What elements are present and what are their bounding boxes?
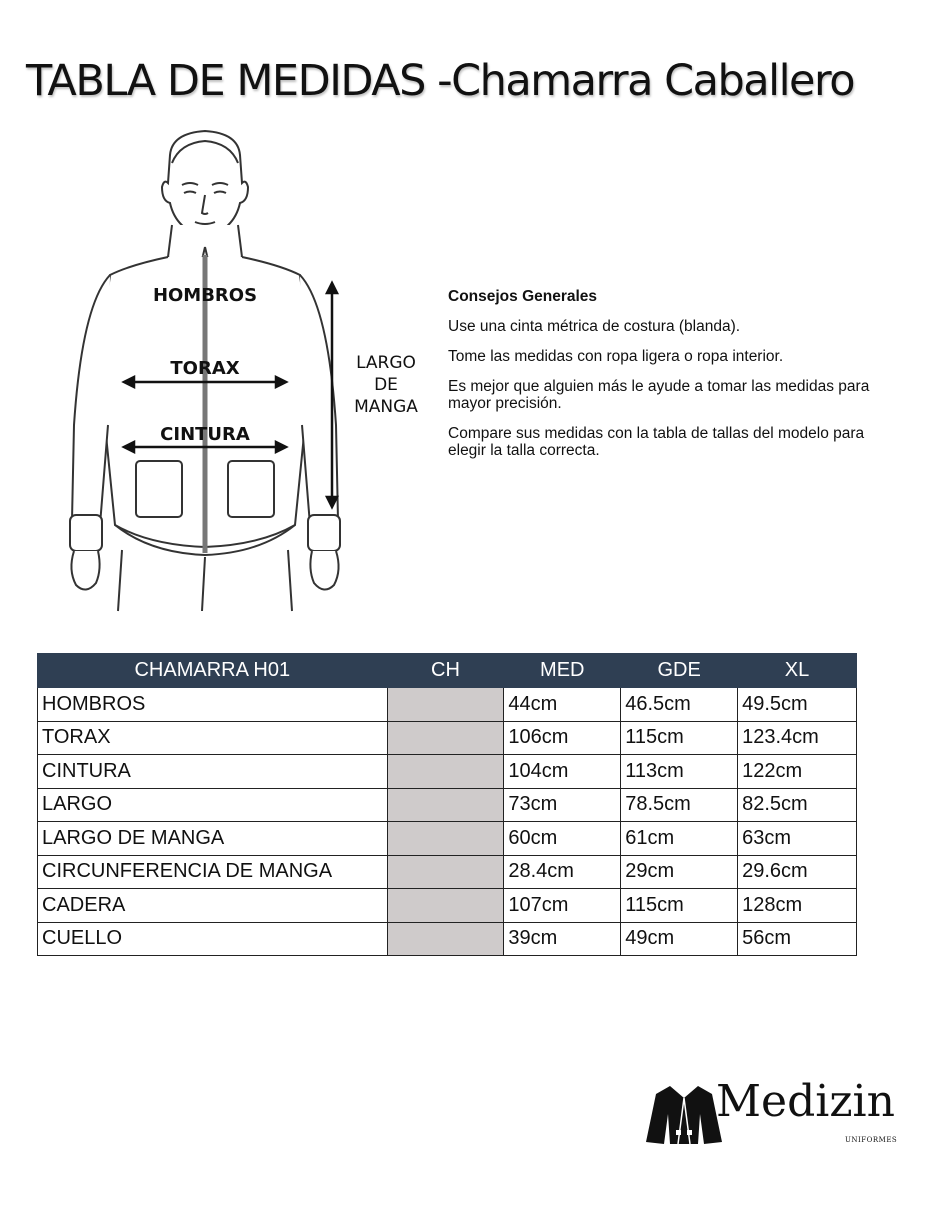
cell-gde: 46.5cm xyxy=(621,688,738,722)
table-row xyxy=(38,889,857,923)
cell-xl: 29.6cm xyxy=(738,855,857,889)
tip-item: Compare sus medidas con la tabla de tallas del modelo para elegir la talla correcta. xyxy=(448,425,865,459)
label-largo-de-manga-line-1: LARGO xyxy=(356,353,416,373)
cell-ch xyxy=(387,788,504,822)
header-size-med: MED xyxy=(504,654,621,688)
table-row xyxy=(38,755,857,789)
cell-ch xyxy=(387,922,504,956)
cell-gde: 113cm xyxy=(621,755,738,789)
cell-gde: 115cm xyxy=(621,721,738,755)
header-size-xl: XL xyxy=(738,654,857,688)
row-label: CUELLO xyxy=(38,922,388,956)
cell-med: 104cm xyxy=(504,755,621,789)
tip-item: Use una cinta métrica de costura (blanda). xyxy=(448,318,741,335)
cell-ch xyxy=(387,755,504,789)
tips-heading: Consejos Generales xyxy=(448,288,598,305)
cell-xl: 82.5cm xyxy=(738,788,857,822)
cell-med: 60cm xyxy=(504,822,621,856)
cell-gde: 61cm xyxy=(621,822,738,856)
cell-gde: 78.5cm xyxy=(621,788,738,822)
cell-ch xyxy=(387,721,504,755)
cell-ch xyxy=(387,889,504,923)
cell-xl: 128cm xyxy=(738,889,857,923)
cell-med: 107cm xyxy=(504,889,621,923)
label-largo-de-manga-line-3: MANGA xyxy=(354,397,418,417)
label-torax: TORAX xyxy=(170,358,240,379)
brand-logo xyxy=(646,1076,906,1150)
cell-ch xyxy=(387,822,504,856)
cell-ch xyxy=(387,855,504,889)
table-row xyxy=(38,721,857,755)
table-row xyxy=(38,788,857,822)
cell-gde: 29cm xyxy=(621,855,738,889)
general-tips xyxy=(448,288,888,472)
row-label: LARGO DE MANGA xyxy=(38,822,388,856)
brand-subtext: UNIFORMES xyxy=(845,1136,898,1144)
label-hombros: HOMBROS xyxy=(152,285,258,306)
header-garment: CHAMARRA H01 xyxy=(38,654,388,688)
jacket-icon xyxy=(646,1084,722,1146)
page-title: TABLA DE MEDIDAS -Chamarra Caballero xyxy=(26,56,855,106)
cell-ch xyxy=(387,688,504,722)
tip-item: Es mejor que alguien más le ayude a tomar las medidas para mayor precisión. xyxy=(448,378,870,412)
table-row xyxy=(38,855,857,889)
cell-xl: 123.4cm xyxy=(738,721,857,755)
cell-med: 106cm xyxy=(504,721,621,755)
table-row xyxy=(38,688,857,722)
cell-med: 28.4cm xyxy=(504,855,621,889)
cell-gde: 49cm xyxy=(621,922,738,956)
table-row xyxy=(38,922,857,956)
cell-med: 73cm xyxy=(504,788,621,822)
cell-gde: 115cm xyxy=(621,889,738,923)
table-header-row xyxy=(38,654,857,688)
row-label: LARGO xyxy=(38,788,388,822)
label-largo-de-manga-line-2: DE xyxy=(374,375,398,395)
row-label: CIRCUNFERENCIA DE MANGA xyxy=(38,855,388,889)
header-size-gde: GDE xyxy=(621,654,738,688)
header-size-ch: CH xyxy=(387,654,504,688)
label-cintura: CINTURA xyxy=(160,424,250,445)
row-label: CADERA xyxy=(38,889,388,923)
row-label: TORAX xyxy=(38,721,388,755)
brand-name: Medizin xyxy=(716,1076,895,1127)
cell-xl: 122cm xyxy=(738,755,857,789)
cell-med: 39cm xyxy=(504,922,621,956)
size-table xyxy=(37,653,857,956)
tip-item: Tome las medidas con ropa ligera o ropa interior. xyxy=(448,348,784,365)
label-largo-de-manga xyxy=(346,352,426,418)
cell-xl: 63cm xyxy=(738,822,857,856)
cell-med: 44cm xyxy=(504,688,621,722)
table-row xyxy=(38,822,857,856)
row-label: HOMBROS xyxy=(38,688,388,722)
cell-xl: 49.5cm xyxy=(738,688,857,722)
row-label: CINTURA xyxy=(38,755,388,789)
cell-xl: 56cm xyxy=(738,922,857,956)
